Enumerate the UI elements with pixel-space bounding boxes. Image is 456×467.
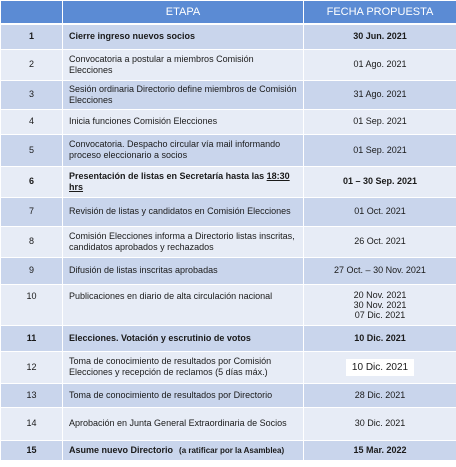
row-etapa: Comisión Elecciones informa a Directorio listas inscritas, candidatos aprobados y rechazados (63, 226, 304, 257)
row-fecha: 30 Jun. 2021 (304, 24, 456, 49)
row-etapa: Sesión ordinaria Directorio define miembros de Comisión Elecciones (63, 80, 304, 109)
header-number (1, 1, 63, 25)
row-fecha-item: 20 Nov. 2021 (353, 289, 407, 300)
row-fecha: 01 Sep. 2021 (304, 134, 456, 166)
row-etapa-text: Asume nuevo Directorio (69, 444, 174, 455)
row-fecha: 01 Sep. 2021 (304, 109, 456, 134)
row-number: 12 (1, 351, 63, 383)
row-fecha: 10 Dic. 2021 (304, 325, 456, 351)
row-etapa: Toma de conocimiento de resultados por Directorio (63, 383, 304, 407)
row-number: 11 (1, 325, 63, 351)
table-row (1, 257, 456, 284)
row-fecha: 01 Ago. 2021 (304, 49, 456, 80)
row-number: 8 (1, 226, 63, 257)
table-row (1, 24, 456, 49)
row-number: 7 (1, 197, 63, 226)
row-number: 13 (1, 383, 63, 407)
table-row (1, 134, 456, 166)
header-row (1, 1, 456, 25)
row-etapa (63, 440, 304, 460)
row-etapa: Toma de conocimiento de resultados por Comisión Elecciones y recepción de reclamos (5 días máx.) (63, 351, 304, 383)
table-row (1, 440, 456, 460)
row-number: 6 (1, 166, 63, 197)
table-row (1, 49, 456, 80)
table-row (1, 226, 456, 257)
table-row (1, 166, 456, 197)
row-number: 15 (1, 440, 63, 460)
row-number: 2 (1, 49, 63, 80)
row-number: 14 (1, 407, 63, 440)
row-fecha: 31 Ago. 2021 (304, 80, 456, 109)
table-row (1, 383, 456, 407)
row-etapa-note: (a ratificar por la Asamblea) (179, 445, 285, 455)
table-row (1, 109, 456, 134)
row-etapa: Inicia funciones Comisión Elecciones (63, 109, 304, 134)
row-fechas (304, 284, 456, 325)
row-number: 1 (1, 24, 63, 49)
row-fecha: 01 – 30 Sep. 2021 (304, 166, 456, 197)
header-etapa: ETAPA (63, 1, 304, 25)
row-number: 5 (1, 134, 63, 166)
row-etapa: Cierre ingreso nuevos socios (63, 24, 304, 49)
row-fecha: 28 Dic. 2021 (304, 383, 456, 407)
row-fecha-item: 30 Nov. 2021 (353, 299, 407, 310)
row-number: 4 (1, 109, 63, 134)
row-etapa-hours: 18:30 hrs (69, 170, 290, 192)
table-row (1, 351, 456, 383)
row-etapa: Aprobación en Junta General Extraordinaria de Socios (63, 407, 304, 440)
table-row (1, 407, 456, 440)
row-fecha: 27 Oct. – 30 Nov. 2021 (304, 257, 456, 284)
table-row (1, 80, 456, 109)
row-etapa: Convocatoria. Despacho circular vía mail informando proceso eleccionario a socios (63, 134, 304, 166)
row-etapa: Convocatoria a postular a miembros Comisión Elecciones (63, 49, 304, 80)
table-row (1, 325, 456, 351)
row-etapa: Difusión de listas inscritas aprobadas (63, 257, 304, 284)
row-etapa: Elecciones. Votación y escrutinio de votos (63, 325, 304, 351)
row-fecha-box: 10 Dic. 2021 (346, 359, 414, 376)
row-number: 9 (1, 257, 63, 284)
row-number: 10 (1, 284, 63, 325)
row-number: 3 (1, 80, 63, 109)
row-fecha: 26 Oct. 2021 (304, 226, 456, 257)
row-fecha (304, 351, 456, 383)
row-fecha: 01 Oct. 2021 (304, 197, 456, 226)
row-etapa: Revisión de listas y candidatos en Comisión Elecciones (63, 197, 304, 226)
row-etapa (63, 166, 304, 197)
header-fecha: FECHA PROPUESTA (304, 1, 456, 25)
table-row (1, 197, 456, 226)
row-fecha: 15 Mar. 2022 (304, 440, 456, 460)
table-row (1, 284, 456, 325)
row-etapa-text: Presentación de listas en Secretaría hasta las (69, 170, 265, 181)
row-etapa: Publicaciones en diario de alta circulación nacional (63, 284, 304, 325)
row-fecha: 30 Dic. 2021 (304, 407, 456, 440)
row-fecha-item: 07 Dic. 2021 (354, 309, 406, 320)
